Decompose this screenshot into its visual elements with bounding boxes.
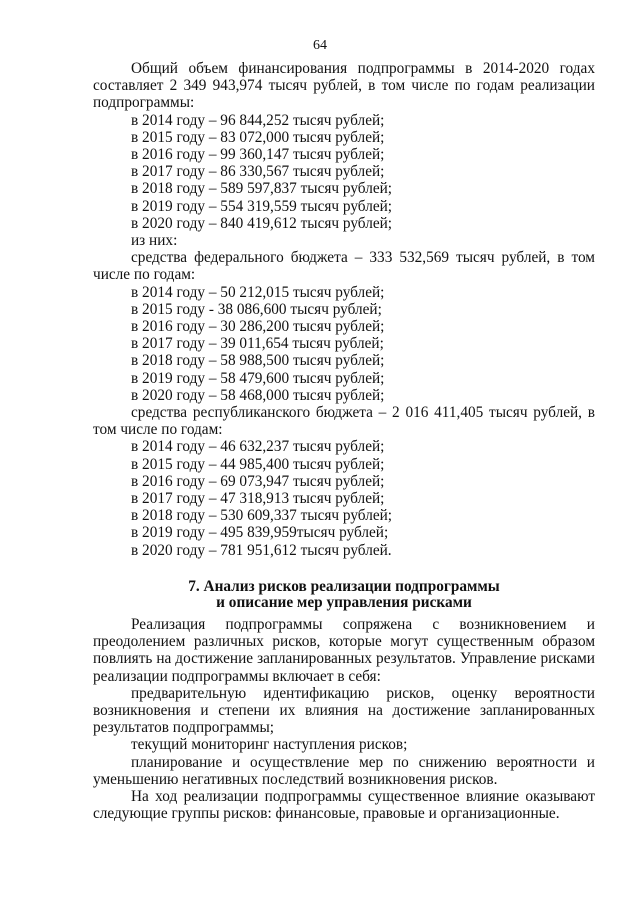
republic-year-2014: в 2014 году – 46 632,237 тысяч рублей; <box>131 438 385 456</box>
republic-year-2015: в 2015 году – 44 985,400 тысяч рублей; <box>131 455 385 473</box>
republic-year-2016: в 2016 году – 69 073,947 тысяч рублей; <box>131 472 385 490</box>
federal-year-2015: в 2015 году - 38 086,600 тысяч рублей; <box>131 300 382 318</box>
federal-year-2017: в 2017 году – 39 011,654 тысяч рублей; <box>131 335 384 353</box>
total-year-2017: в 2017 году – 86 330,567 тысяч рублей; <box>131 163 385 181</box>
federal-year-2016: в 2016 году – 30 286,200 тысяч рублей; <box>131 318 385 336</box>
section-7-heading-line2: и описание мер управления рисками <box>216 594 472 612</box>
republic-year-2018: в 2018 году – 530 609,337 тысяч рублей; <box>131 507 393 525</box>
federal-year-2018: в 2018 году – 58 988,500 тысяч рублей; <box>131 352 385 370</box>
total-year-2016: в 2016 году – 99 360,147 тысяч рублей; <box>131 146 385 164</box>
federal-year-2020: в 2020 году – 58 468,000 тысяч рублей; <box>131 386 385 404</box>
total-funding-paragraph: Общий объем финансирования подпрограммы в 2014-2020 годах составляет 2 349 943,974 тысяч рублей, в том числе по годам реализации подпрограммы: <box>93 60 595 112</box>
risk-identification-paragraph: предварительную идентификацию рисков, оценку вероятности возникновения и степени их влияния на достижение запланированных результатов подпрограммы; <box>93 684 595 737</box>
page-content <box>93 60 595 822</box>
republic-year-2019: в 2019 году – 495 839,959тысяч рублей; <box>131 524 389 542</box>
risk-planning-paragraph: планирование и осуществление мер по снижению вероятности и уменьшению негативных последствий возникновения рисков. <box>93 753 595 788</box>
federal-year-2019: в 2019 году – 58 479,600 тысяч рублей; <box>131 369 385 387</box>
section-7-heading-line1: 7. Анализ рисков реализации подпрограммы <box>188 577 500 595</box>
total-year-2014: в 2014 году – 96 844,252 тысяч рублей; <box>131 111 385 129</box>
total-year-2019: в 2019 году – 554 319,559 тысяч рублей; <box>131 197 393 215</box>
republic-year-2017: в 2017 году – 47 318,913 тысяч рублей; <box>131 490 385 508</box>
republic-year-2020: в 2020 году – 781 951,612 тысяч рублей. <box>131 541 392 559</box>
federal-budget-paragraph: средства федерального бюджета – 333 532,569 тысяч рублей, в том числе по годам: <box>93 249 595 284</box>
risk-groups-paragraph: На ход реализации подпрограммы существенное влияние оказывают следующие группы рисков: финансовые, правовые и организационные. <box>93 787 595 823</box>
page-number: 64 <box>313 38 327 53</box>
republic-budget-paragraph: средства республиканского бюджета – 2 016 411,405 тысяч рублей, в том числе по годам: <box>93 404 595 439</box>
total-year-2015: в 2015 году – 83 072,000 тысяч рублей; <box>131 128 385 146</box>
of-them-label: из них: <box>131 232 178 250</box>
section-7-heading <box>93 579 595 612</box>
total-year-2018: в 2018 году – 589 597,837 тысяч рублей; <box>131 180 393 198</box>
risk-intro-paragraph: Реализация подпрограммы сопряжена с возникновением и преодолением различных рисков, которые могут существенным образом повлиять на достижение запланированных результатов. Управление рисками реализации подпрограммы включает в себя: <box>93 615 595 685</box>
risk-monitoring-paragraph: текущий мониторинг наступления рисков; <box>131 736 408 754</box>
total-year-2020: в 2020 году – 840 419,612 тысяч рублей; <box>131 214 393 232</box>
federal-year-2014: в 2014 году – 50 212,015 тысяч рублей; <box>131 283 385 301</box>
